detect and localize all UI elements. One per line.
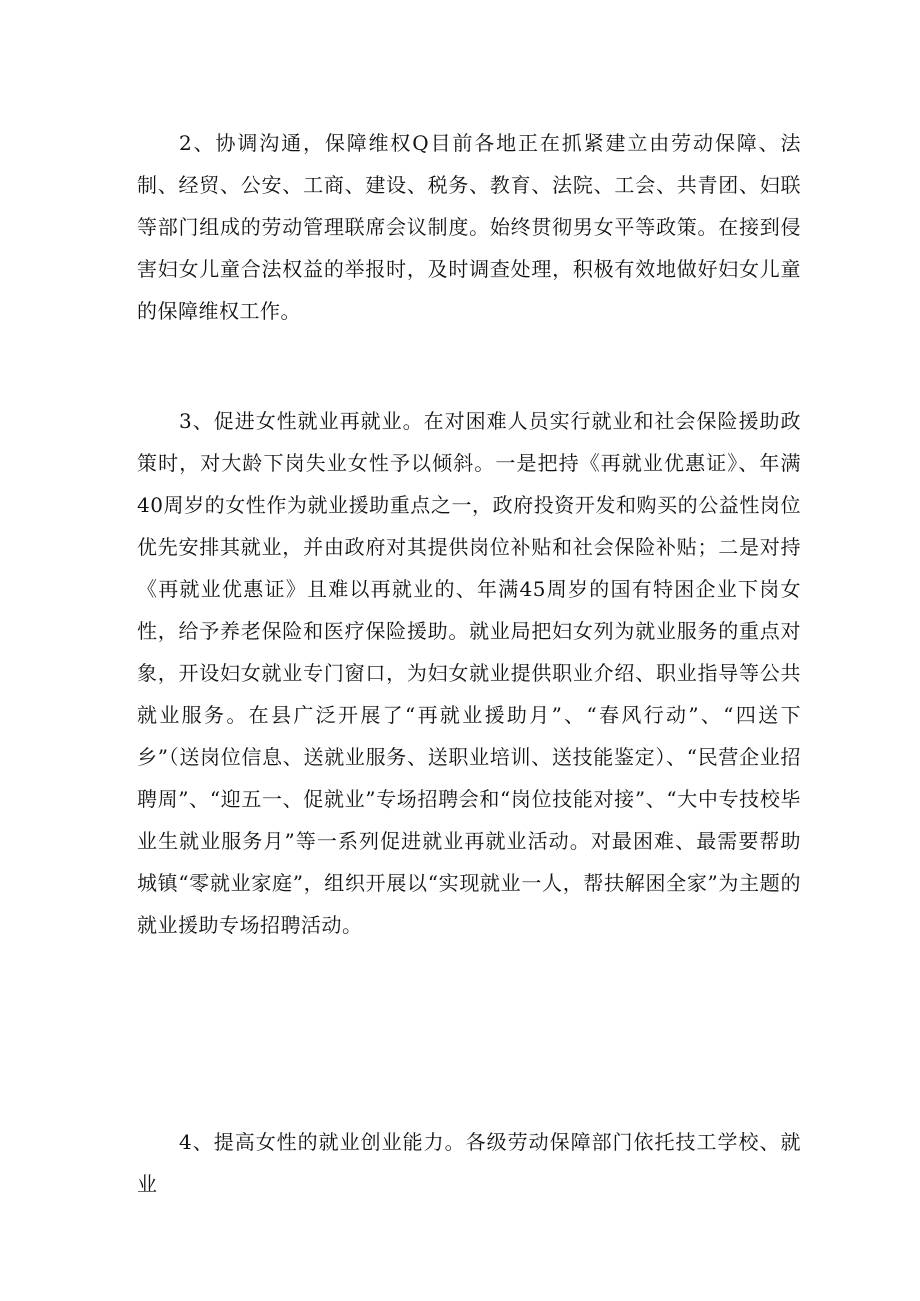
paragraph-employment: 3、促进女性就业再就业。在对困难人员实行就业和社会保险援助政策时，对大龄下岗失业女性予以倾斜。一是把持《再就业优惠证》、年满40周岁的女性作为就业援助重点之一，政府投资开发和购买的公益性岗位优先安排其就业，并由政府对其提供岗位补贴和社会保险补贴；二是对持《再就业优惠证》且难以再就业的、年满45周岁的国有特困企业下岗女性，给予养老保险和医疗保险援助。就业局把妇女列为就业服务的重点对象，开设妇女就业专门窗口，为妇女就业提供职业介绍、职业指导等公共就业服务。在县广泛开展了“再就业援助月”、“春风行动”、“四送下乡”（送岗位信息、送就业服务、送职业培训、送技能鉴定）、“民营企业招聘周”、“迎五一、促就业”专场招聘会和“岗位技能对接”、“大中专技校毕业生就业服务月”等一系列促进就业再就业活动。对最困难、最需要帮助城镇“零就业家庭”，组织开展以“实现就业一人，帮扶解困全家”为主题的就业援助专场招聘活动。 [137, 409, 801, 937]
paragraph-skills: 4、提高女性的就业创业能力。各级劳动保障部门依托技工学校、就业 [137, 1130, 801, 1196]
paragraph-coordination: 2、协调沟通，保障维权Q目前各地正在抓紧建立由劳动保障、法制、经贸、公安、工商、建设、税务、教育、法院、工会、共青团、妇联等部门组成的劳动管理联席会议制度。始终贯彻男女平等政策。在接到侵害妇女儿童合法权益的举报时，及时调查处理，积极有效地做好妇女儿童的保障维权工作。 [137, 131, 801, 323]
